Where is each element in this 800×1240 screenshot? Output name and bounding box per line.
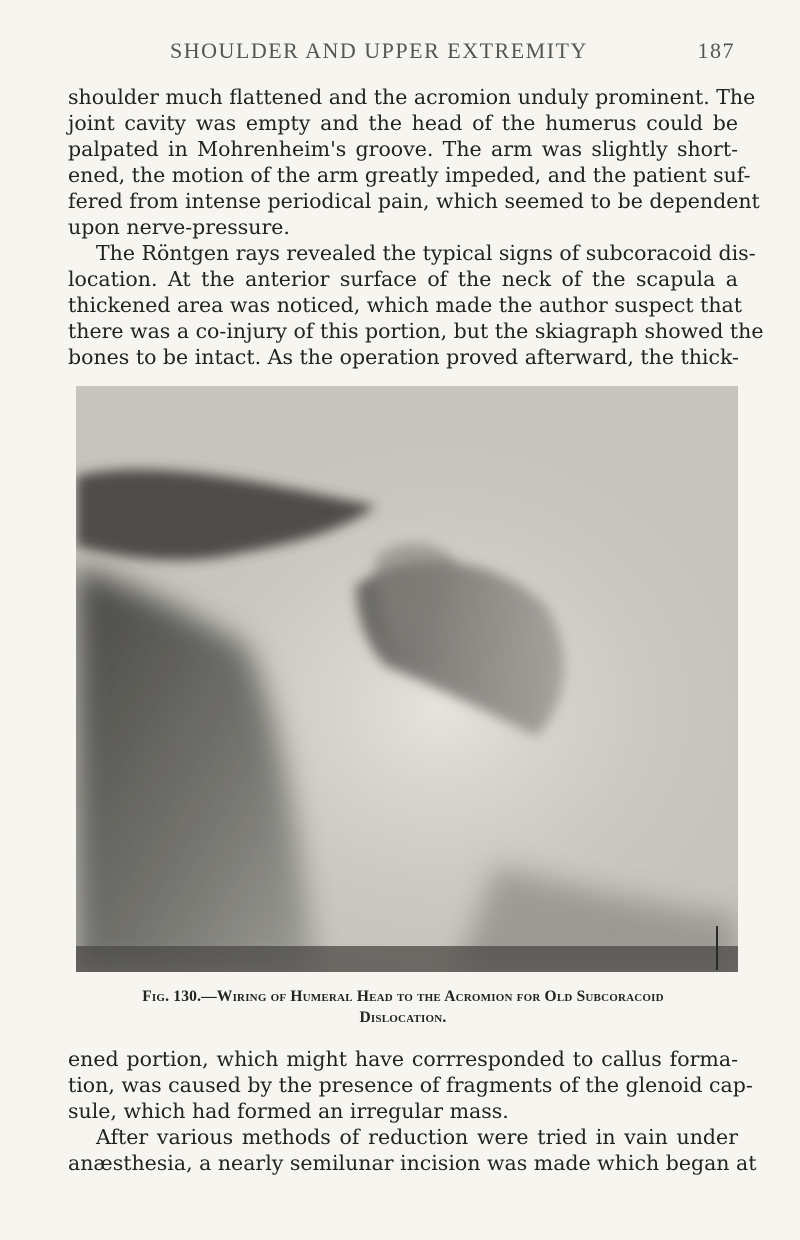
running-header <box>70 38 735 68</box>
radiograph-image <box>76 386 738 972</box>
text-line: there was a co-injury of this portion, but the skiagraph showed the <box>68 319 764 343</box>
text-line: shoulder much flattened and the acromion unduly prominent. The <box>68 85 756 109</box>
text-line: joint cavity was empty and the head of the humerus could be <box>68 111 738 135</box>
text-line: palpated in Mohrenheim's groove. The arm was slightly short- <box>68 137 738 161</box>
figure-caption <box>68 986 738 1028</box>
text-line: location. At the anterior surface of the neck of the scapula a <box>68 267 738 291</box>
body-text-top <box>68 84 764 370</box>
text-line: fered from intense periodical pain, which seemed to be dependent <box>68 189 760 213</box>
text-line: The Röntgen rays revealed the typical signs of subcoracoid dis- <box>96 241 756 265</box>
caption-line: Dislocation. <box>359 1009 447 1026</box>
caption-line: Fig. 130.—Wiring of Humeral Head to the Acromion for Old Subcoracoid <box>142 988 664 1005</box>
running-title: SHOULDER AND UPPER EXTREMITY <box>170 38 588 63</box>
body-text-bottom <box>68 1046 757 1176</box>
radiograph-figure <box>76 386 738 972</box>
text-line: After various methods of reduction were tried in vain under <box>96 1125 738 1149</box>
text-line: bones to be intact. As the operation proved afterward, the thick- <box>68 345 739 369</box>
text-line: upon nerve-pressure. <box>68 215 290 239</box>
text-line: sule, which had formed an irregular mass. <box>68 1099 509 1123</box>
text-line: thickened area was noticed, which made the author suspect that <box>68 293 742 317</box>
text-line: ened portion, which might have corrresponded to callus forma- <box>68 1047 738 1071</box>
page-number: 187 <box>697 38 735 63</box>
text-line: tion, was caused by the presence of fragments of the glenoid cap- <box>68 1073 753 1097</box>
text-line: anæsthesia, a nearly semilunar incision was made which began at <box>68 1151 757 1175</box>
text-line: ened, the motion of the arm greatly impeded, and the patient suf- <box>68 163 751 187</box>
